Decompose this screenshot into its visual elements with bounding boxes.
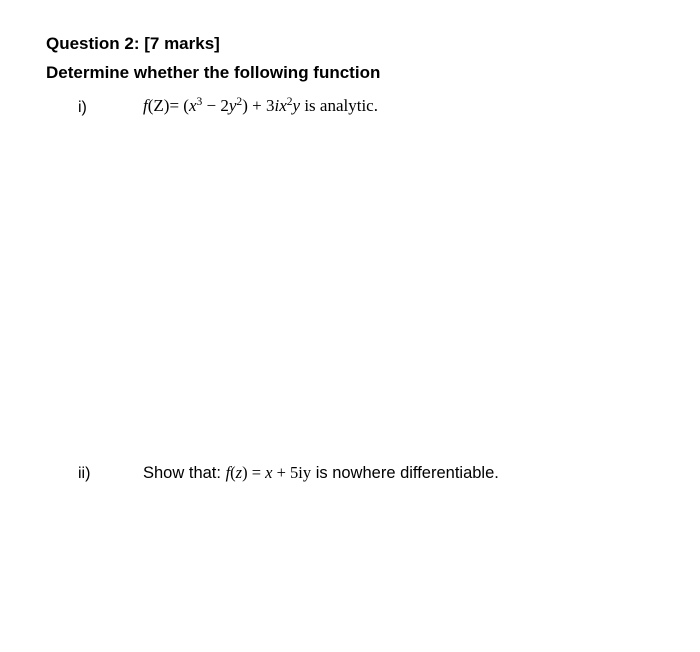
part-2-tail: is nowhere differentiable.: [311, 464, 499, 482]
var-x: x: [279, 96, 287, 115]
function-symbol: f: [225, 463, 231, 482]
part-1-label: i): [78, 99, 87, 116]
part-2-statement: [143, 465, 499, 482]
argument-open: (Z)= (: [147, 96, 189, 115]
exponent: 2: [286, 95, 293, 109]
paren-close-equals: ) =: [242, 463, 266, 482]
plus-term: + 5: [272, 463, 299, 482]
var-y: y: [292, 96, 301, 115]
function-symbol: f: [143, 96, 148, 115]
part-2-lead: Show that:: [143, 464, 226, 482]
plus-term: ) + 3: [242, 96, 275, 115]
exponent: 2: [236, 95, 243, 109]
part-1-tail: is analytic.: [300, 96, 378, 115]
var-x: x: [265, 463, 273, 482]
part-2-label: ii): [78, 465, 91, 482]
paren-open: (: [230, 463, 236, 482]
var-x: x: [188, 96, 197, 115]
question-instruction: Determine whether the following function: [46, 63, 381, 82]
part-1-expression: [143, 97, 378, 114]
minus-term: − 2: [202, 96, 229, 115]
var-y: y: [228, 96, 237, 115]
exponent: 3: [196, 95, 203, 109]
var-z: z: [235, 463, 243, 482]
imaginary-unit: i: [274, 96, 280, 115]
question-title: Question 2: [7 marks]: [46, 34, 220, 53]
var-iy: iy: [298, 463, 312, 482]
